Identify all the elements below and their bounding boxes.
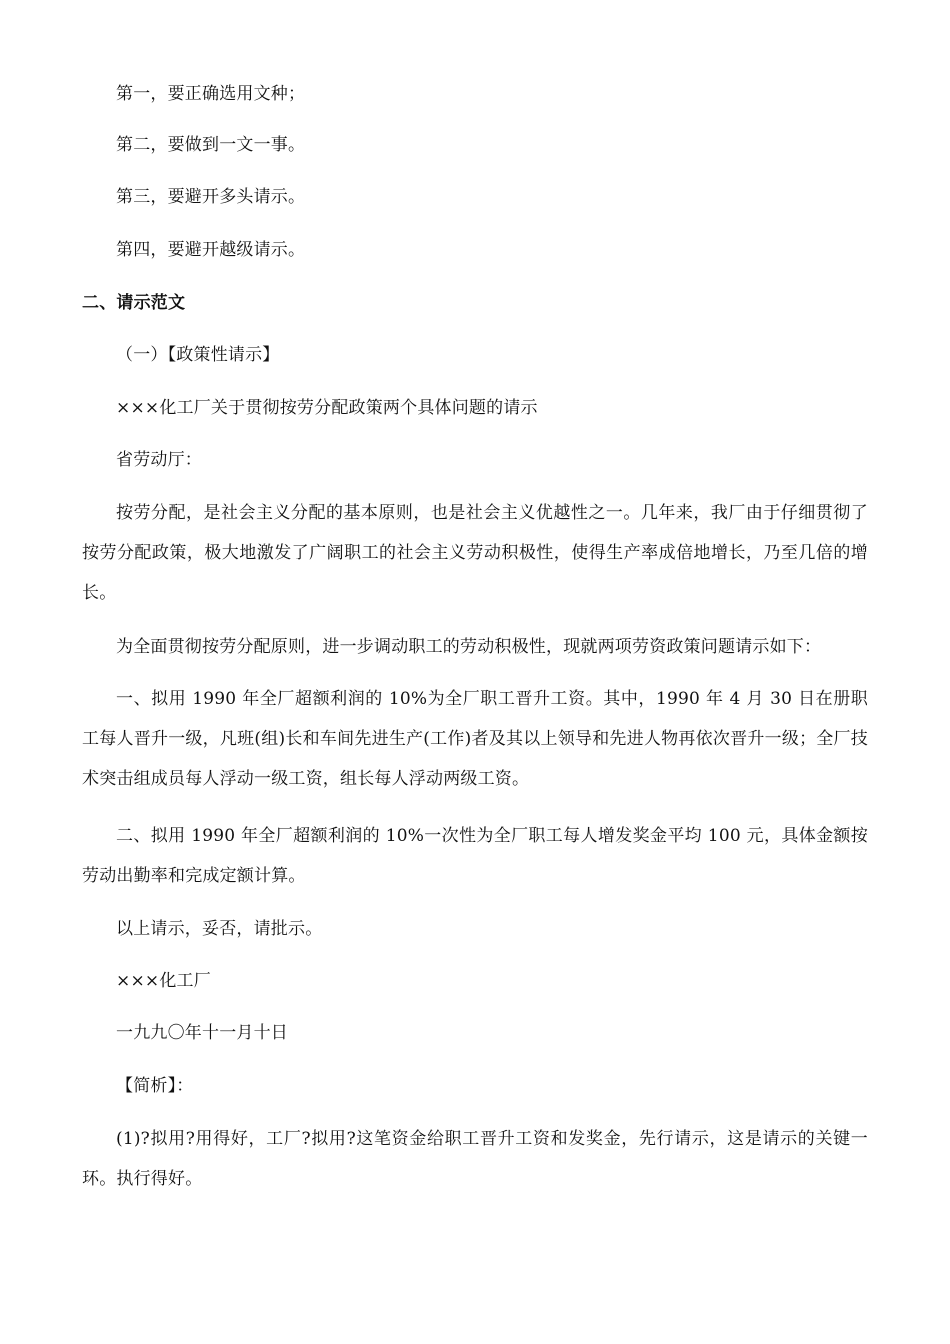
- signature: ×××化工厂: [116, 971, 211, 991]
- paragraph-1: 按劳分配，是社会主义分配的基本原则，也是社会主义优越性之一。几年来，我厂由于仔细贯彻了按劳分配政策，极大地激发了广阔职工的社会主义劳动积极性，使得生产率成倍地增长，乃至几倍的增长。: [82, 503, 868, 603]
- point-1: 第一，要正确选用文种；: [116, 84, 306, 104]
- point-3: 第三，要避开多头请示。: [116, 187, 306, 207]
- letter-title: ×××化工厂关于贯彻按劳分配政策两个具体问题的请示: [116, 398, 538, 418]
- paragraph-4: 二、拟用 1990 年全厂超额利润的 10%一次性为全厂职工每人增发奖金平均 100 元，具体金额按劳动出勤率和完成定额计算。: [82, 826, 868, 886]
- paragraph-3: 一、拟用 1990 年全厂超额利润的 10%为全厂职工晋升工资。其中，1990 年 4 月 30 日在册职工每人晋升一级，凡班(组)长和车间先进生产(工作)者及其以上领导和先进人物再依次晋升一级；全厂技术突击组成员每人浮动一级工资，组长每人浮动两级工资。: [82, 689, 868, 789]
- point-4: 第四，要避开越级请示。: [116, 240, 306, 260]
- date: 一九九〇年十一月十日: [116, 1023, 288, 1043]
- recipient: 省劳动厅：: [116, 450, 202, 470]
- paragraph-2: 为全面贯彻按劳分配原则，进一步调动职工的劳动积极性，现就两项劳资政策问题请示如下：: [116, 637, 822, 657]
- analysis-text: (1)?拟用?用得好，工厂?拟用?这笔资金给职工晋升工资和发奖金，先行请示，这是请示的关键一环。执行得好。: [82, 1129, 868, 1189]
- point-2: 第二，要做到一文一事。: [116, 135, 306, 155]
- analysis-label: 【简析】：: [116, 1076, 194, 1096]
- subsection-title: （一）【政策性请示】: [116, 345, 280, 365]
- closing-line: 以上请示，妥否，请批示。: [116, 919, 323, 939]
- section-heading: 二、请示范文: [82, 293, 186, 313]
